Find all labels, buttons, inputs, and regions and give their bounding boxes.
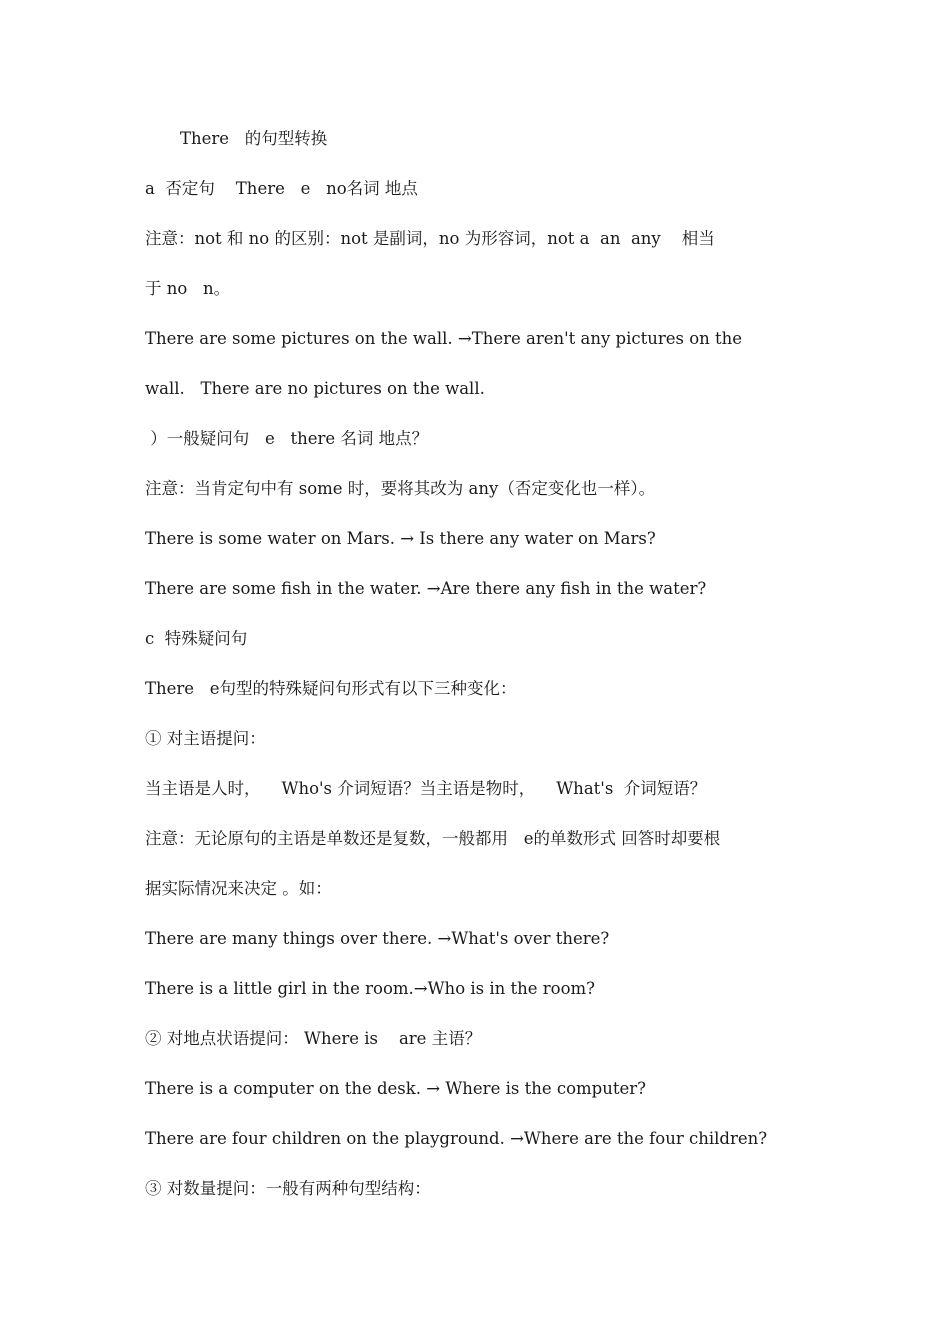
example-sentence: There is a computer on the desk. → Where is the computer? <box>145 1079 646 1098</box>
body-paragraph: 当主语是人时， Who's 介词短语？当主语是物时， What's 介词短语？ <box>145 779 707 798</box>
example-sentence: There are some pictures on the wall. →There aren't any pictures on the <box>145 329 743 348</box>
subheading-special-question: c 特殊疑问句 <box>145 629 248 648</box>
note-paragraph: 注意：not 和 no 的区别：not 是副词，no 为形容词，not a an any 相当 <box>145 229 715 248</box>
note-paragraph-cont: 据实际情况来决定 。如： <box>145 879 332 898</box>
example-sentence-cont: wall. There are no pictures on the wall. <box>145 379 485 398</box>
note-paragraph: 注意：当肯定句中有 some 时，要将其改为 any（否定变化也一样）。 <box>145 479 656 498</box>
example-sentence: There are many things over there. →What's over there? <box>145 929 610 948</box>
subheading-general-question: ）一般疑问句 e there 名词 地点？ <box>145 429 429 448</box>
example-sentence: There is some water on Mars. → Is there any water on Mars? <box>145 529 656 548</box>
section-heading: There 的句型转换 <box>180 129 328 148</box>
numbered-item-1: ① 对主语提问： <box>145 729 266 748</box>
note-paragraph-cont: 于 no n。 <box>145 279 231 298</box>
note-paragraph: 注意：无论原句的主语是单数还是复数，一般都用 e的单数形式 回答时却要根 <box>145 829 721 848</box>
numbered-item-2: ② 对地点状语提问： Where is are 主语？ <box>145 1029 482 1048</box>
example-sentence: There is a little girl in the room.→Who is in the room? <box>145 979 596 998</box>
subheading-negative: a 否定句 There e no名词 地点 <box>145 179 418 198</box>
numbered-item-3: ③ 对数量提问：一般有两种句型结构： <box>145 1179 431 1198</box>
example-sentence: There are some fish in the water. →Are there any fish in the water? <box>145 579 707 598</box>
example-sentence: There are four children on the playground. →Where are the four children? <box>145 1129 768 1148</box>
body-paragraph: There e句型的特殊疑问句形式有以下三种变化： <box>145 679 517 698</box>
